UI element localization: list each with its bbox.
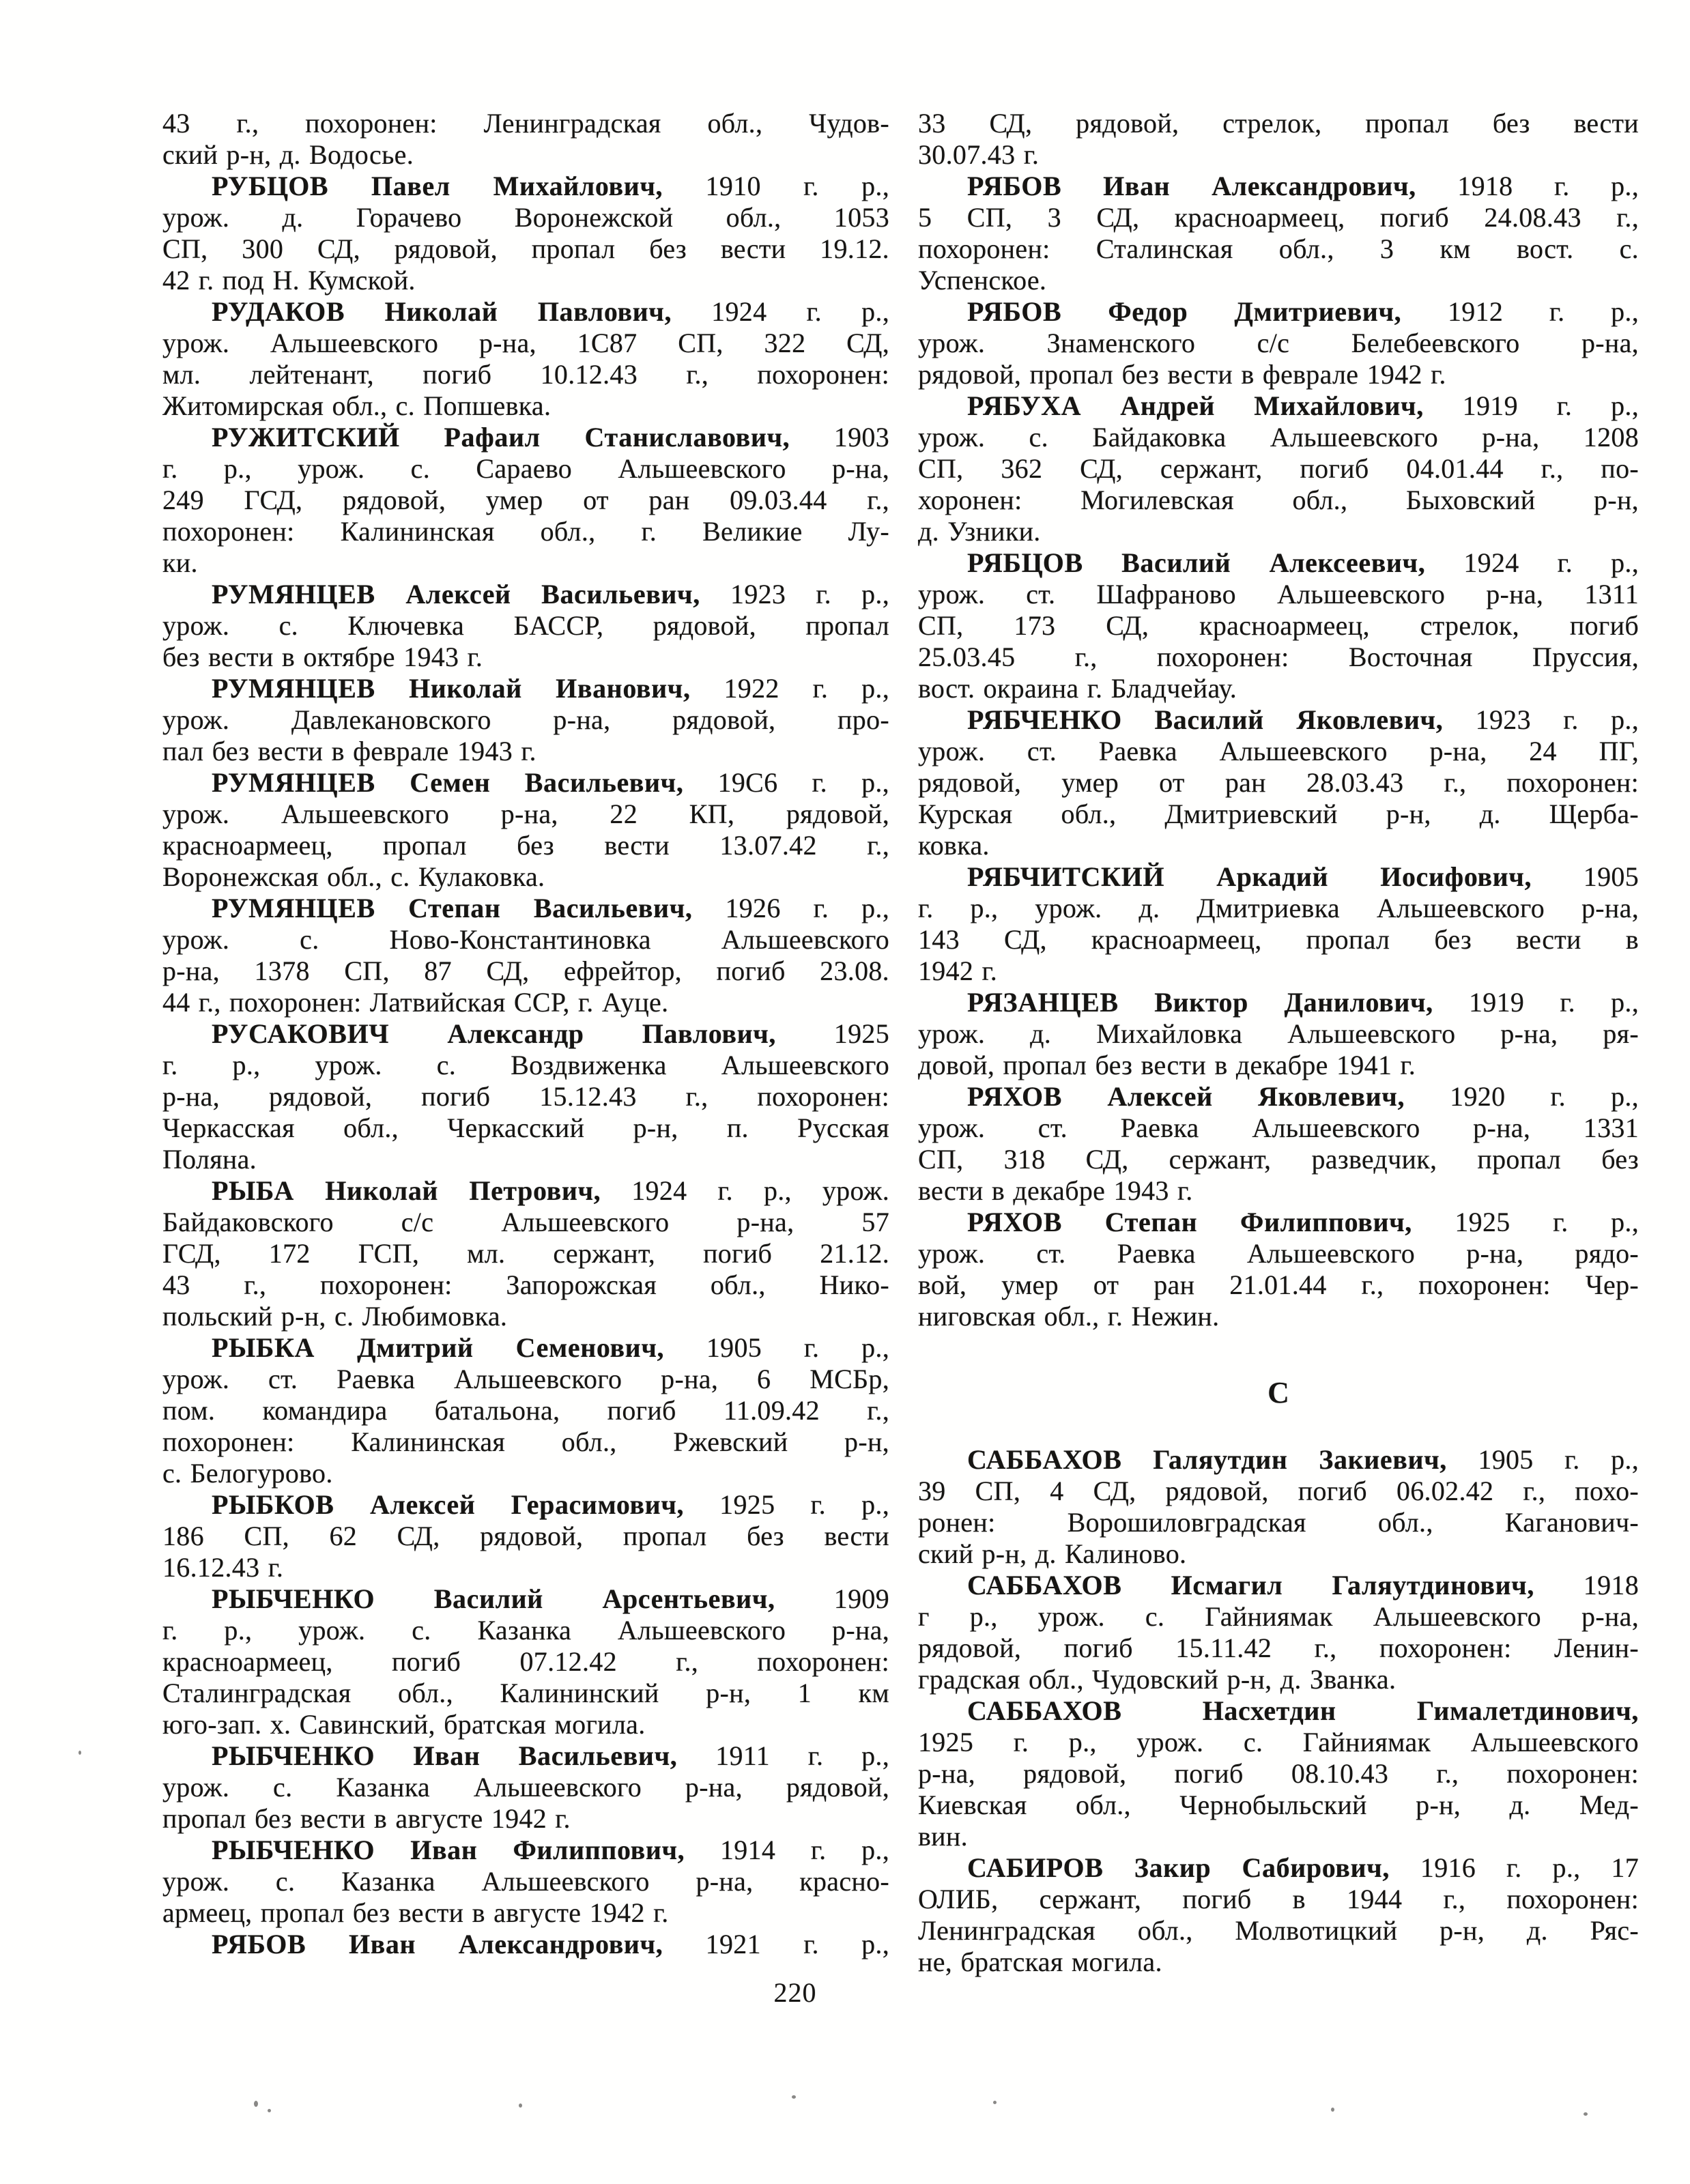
entry-continuation [162, 108, 889, 171]
text-line: 1942 г. [918, 956, 997, 986]
text-line: РЫБЧЕНКО Василий Арсентьевич, 1909 [212, 1583, 889, 1614]
text-line: красноармеец, погиб 07.12.42 г., похоронен: [162, 1646, 889, 1677]
text-line: урож. ст. Раевка Альшеевского р-на, 6 МСБр, [162, 1364, 889, 1394]
text-line: 249 ГСД, рядовой, умер от ран 09.03.44 г., [162, 485, 889, 515]
memorial-entry [918, 296, 1639, 390]
person-name: РЫБКА Дмитрий Семенович, [212, 1332, 665, 1363]
memorial-entry [918, 1207, 1639, 1332]
person-name: РЯЗАНЦЕВ Виктор Данилович, [967, 987, 1433, 1018]
text-line: РУМЯНЦЕВ Степан Васильевич, 1926 г. р., [212, 893, 889, 923]
memorial-entry [162, 579, 889, 673]
memorial-entry [162, 1835, 889, 1929]
text-line: вост. окраина г. Бладчейау. [918, 673, 1237, 704]
text-line: РЯБЦОВ Василий Алексеевич, 1924 г. р., [967, 547, 1639, 578]
text-line: 1925 г. р., урож. с. Гайниямак Альшеевского [918, 1727, 1639, 1757]
text-line: РУБЦОВ Павел Михайлович, 1910 г. р., [212, 171, 889, 201]
text-line: урож. ст. Раевка Альшеевского р-на, 1331 [918, 1112, 1639, 1143]
text-line: урож. Альшеевского р-на, 22 КП, рядовой, [162, 799, 889, 829]
text-line: урож. с. Казанка Альшеевского р-на, рядовой, [162, 1772, 889, 1802]
memorial-entry [918, 704, 1639, 861]
person-name: РУСАКОВИЧ Александр Павлович, [212, 1018, 776, 1049]
text-line: мл. лейтенант, погиб 10.12.43 г., похоронен: [162, 359, 889, 390]
text-line: СП, 318 СД, сержант, разведчик, пропал без [918, 1144, 1639, 1175]
text-line: Байдаковского с/с Альшеевского р-на, 57 [162, 1207, 889, 1237]
memorial-entry [918, 1081, 1639, 1207]
text-line: не, братская могила. [918, 1946, 1162, 1977]
text-line: РЯХОВ Степан Филиппович, 1925 г. р., [967, 1207, 1639, 1237]
entry-continuation [918, 108, 1639, 171]
person-name: РУМЯНЦЕВ Семен Васильевич, [212, 767, 684, 798]
memorial-entry [162, 1175, 889, 1332]
text-line: Сталинградская обл., Калининский р-н, 1 км [162, 1678, 889, 1708]
text-line: пал без вести в феврале 1943 г. [162, 736, 536, 766]
person-name: РЫБЧЕНКО Василий Арсентьевич, [212, 1583, 775, 1614]
memorial-entry [162, 673, 889, 767]
text-line: с. Белогурово. [162, 1458, 333, 1489]
text-line: РУСАКОВИЧ Александр Павлович, 1925 [212, 1018, 889, 1049]
text-line: РУМЯНЦЕВ Алексей Васильевич, 1923 г. р., [212, 579, 890, 609]
text-line: РЯХОВ Алексей Яковлевич, 1920 г. р., [967, 1081, 1639, 1112]
memorial-entry [162, 1740, 889, 1835]
text-line: Ленинградская обл., Молвотицкий р-н, д. Ряс- [918, 1915, 1639, 1946]
person-name: РЯБОВ Иван Александрович, [212, 1929, 663, 1959]
text-line: рядовой, погиб 15.11.42 г., похоронен: Ленин- [918, 1633, 1639, 1663]
text-line: 43 г., похоронен: Ленинградская обл., Чудов- [162, 108, 889, 139]
text-line: красноармеец, пропал без вести 13.07.42 г., [162, 830, 889, 861]
text-line: урож. ст. Шафраново Альшеевского р-на, 1311 [918, 579, 1639, 609]
text-line: РЫБКОВ Алексей Герасимович, 1925 г. р., [212, 1489, 889, 1520]
text-line: РУЖИТСКИЙ Рафаил Станиславович, 1903 [212, 422, 890, 452]
text-line: ковка. [918, 830, 990, 861]
text-line: урож. д. Михайловка Альшеевского р-на, ря- [918, 1018, 1639, 1049]
text-line: градская обл., Чудовский р-н, д. Званка. [918, 1664, 1397, 1695]
column-right [918, 108, 1639, 1978]
text-line: р-на, 1378 СП, 87 СД, ефрейтор, погиб 23.08. [162, 956, 889, 986]
text-line [918, 1695, 1639, 1727]
memorial-entry [918, 1570, 1639, 1695]
text-line: 44 г., похоронен: Латвийская ССР, г. Ауце. [162, 987, 669, 1018]
person-name: РУБЦОВ Павел Михайлович, [212, 171, 663, 201]
text-line: вой, умер от ран 21.01.44 г., похоронен: Чер- [918, 1269, 1639, 1300]
memorial-entry [162, 1583, 889, 1740]
text-line: Курская обл., Дмитриевский р-н, д. Щерба- [918, 799, 1639, 829]
text-line: рядовой, умер от ран 28.03.43 г., похоронен: [918, 767, 1639, 798]
person-name: РЯБЧИТСКИЙ Аркадий Иосифович, [967, 861, 1532, 892]
scan-speck [1584, 2112, 1588, 2116]
text-line: похоронен: Калининская обл., Ржевский р-н, [162, 1426, 889, 1457]
text-line: урож. с. Ново-Константиновка Альшеевского [162, 924, 889, 955]
text-line: 5 СП, 3 СД, красноармеец, погиб 24.08.43 г., [918, 202, 1639, 233]
memorial-entry [918, 1695, 1639, 1852]
person-name: РЫБЧЕНКО Иван Филиппович, [212, 1835, 685, 1865]
text-line: ский р-н, д. Калиново. [918, 1538, 1187, 1569]
text-line: г р., урож. с. Гайниямак Альшеевского р-на, [918, 1601, 1639, 1632]
text-line: польский р-н, с. Любимовка. [162, 1301, 508, 1332]
text-line: пропал без вести в августе 1942 г. [162, 1803, 571, 1834]
text-line: вин. [918, 1821, 968, 1852]
memorial-entry [918, 547, 1639, 704]
text-line: 143 СД, красноармеец, пропал без вести в [918, 924, 1639, 955]
text-line: САББАХОВ Исмагил Галяутдинович, 1918 [967, 1570, 1639, 1600]
text-line: 42 г. под Н. Кумской. [162, 265, 416, 296]
text-line: без вести в октябре 1943 г. [162, 642, 483, 672]
text-line: СП, 173 СД, красноармеец, стрелок, погиб [918, 610, 1639, 641]
text-line: РЯБОВ Федор Дмитриевич, 1912 г. р., [967, 296, 1639, 327]
memorial-entry [162, 1489, 889, 1583]
text-line: г. р., урож. с. Сараево Альшеевского р-на, [162, 453, 889, 484]
page-number: 220 [773, 1977, 817, 2008]
person-name: САБИРОВ Закир Сабирович, [967, 1852, 1390, 1883]
text-line: РУМЯНЦЕВ Семен Васильевич, 19С6 г. р., [212, 767, 889, 798]
memorial-entry [918, 1444, 1639, 1570]
person-name: РУЖИТСКИЙ Рафаил Станиславович, [212, 422, 790, 452]
text-line: ОЛИБ, сержант, погиб в 1944 г., похоронен: [918, 1884, 1639, 1914]
text-line: 30.07.43 г. [918, 139, 1040, 170]
text-line: урож. ст. Раевка Альшеевского р-на, рядо- [918, 1238, 1639, 1269]
text-line: урож. ст. Раевка Альшеевского р-на, 24 ПГ, [918, 736, 1639, 766]
person-name: РЯХОВ Степан Филиппович, [967, 1207, 1412, 1237]
person-name: САББАХОВ Галяутдин Закиевич, [967, 1444, 1447, 1475]
text-line: юго-зап. х. Савинский, братская могила. [162, 1709, 646, 1740]
text-line: р-на, рядовой, погиб 08.10.43 г., похоронен: [918, 1758, 1639, 1789]
person-name: РЫБКОВ Алексей Герасимович, [212, 1489, 685, 1520]
text-line: ГСД, 172 ГСП, мл. сержант, погиб 21.12. [162, 1238, 889, 1269]
text-line: Поляна. [162, 1144, 257, 1175]
memorial-entry [162, 296, 889, 422]
section-letter-header: С [1268, 1376, 1289, 1409]
person-name: РЫБА Николай Петрович, [212, 1175, 601, 1206]
text-line: похоронен: Калининская обл., г. Великие Лу- [162, 516, 889, 547]
scan-speck [519, 2103, 522, 2108]
memorial-entry [162, 1332, 889, 1489]
person-name: РЯБОВ Иван Александрович, [967, 171, 1416, 201]
memorial-entry [918, 861, 1639, 987]
text-line: хоронен: Могилевская обл., Быховский р-н, [918, 485, 1639, 515]
text-line: 33 СД, рядовой, стрелок, пропал без вести [918, 108, 1639, 139]
text-line: 25.03.45 г., похоронен: Восточная Пруссия, [918, 642, 1639, 672]
text-line: урож. Знаменского с/с Белебеевского р-на, [918, 328, 1639, 358]
person-name: РЯБЦОВ Василий Алексеевич, [967, 547, 1426, 578]
text-line: урож. Давлекановского р-на, рядовой, про- [162, 704, 889, 735]
person-name: РЯХОВ Алексей Яковлевич, [967, 1081, 1405, 1112]
memorial-entry [918, 987, 1639, 1081]
memorial-entry [162, 171, 889, 296]
scan-speck [254, 2101, 258, 2107]
text-line: САБИРОВ Закир Сабирович, 1916 г. р., 17 [967, 1852, 1639, 1883]
text-line: РЫБА Николай Петрович, 1924 г. р., урож. [212, 1175, 889, 1206]
text-line: РЯБЧЕНКО Василий Яковлевич, 1923 г. р., [967, 704, 1639, 735]
text-line: ниговская обл., г. Нежин. [918, 1301, 1220, 1332]
text-line: ки. [162, 547, 198, 578]
person-name: САББАХОВ Исмагил Галяутдинович, [967, 1570, 1534, 1600]
text-line: урож. д. Горачево Воронежской обл., 1053 [162, 202, 889, 233]
text-line: РУМЯНЦЕВ Николай Иванович, 1922 г. р., [212, 673, 890, 704]
person-name: РЯБУХА Андрей Михайлович, [967, 390, 1424, 421]
text-line: РЯБОВ Иван Александрович, 1921 г. р., [212, 1929, 890, 1959]
text-line: Житомирская обл., с. Попшевка. [162, 390, 552, 421]
scan-speck [1331, 2108, 1334, 2112]
text-line: пом. командира батальона, погиб 11.09.42 г., [162, 1395, 889, 1426]
text-line: г. р., урож. с. Казанка Альшеевского р-на, [162, 1615, 889, 1646]
text-line: армеец, пропал без вести в августе 1942 г. [162, 1897, 669, 1928]
text-line: РЯБУХА Андрей Михайлович, 1919 г. р., [967, 390, 1639, 421]
scan-speck [268, 2109, 271, 2112]
person-name: РЫБЧЕНКО Иван Васильевич, [212, 1740, 678, 1771]
text-line: вести в декабре 1943 г. [918, 1175, 1193, 1206]
scan-speck [993, 2101, 997, 2104]
text-line: д. Узники. [918, 516, 1041, 547]
text-line: Успенское. [918, 265, 1047, 296]
person-name: РЯБЧЕНКО Василий Яковлевич, [967, 704, 1444, 735]
text-line: ронен: Ворошиловградская обл., Каганович- [918, 1507, 1639, 1538]
text-line: РЯБОВ Иван Александрович, 1918 г. р., [967, 171, 1639, 201]
text-line: урож. с. Казанка Альшеевского р-на, красно- [162, 1866, 889, 1897]
memorial-entry [162, 767, 889, 893]
person-name: РУМЯНЦЕВ Николай Иванович, [212, 673, 691, 704]
text-line: довой, пропал без вести в декабре 1941 г. [918, 1050, 1416, 1080]
text-line: САББАХОВ Галяутдин Закиевич, 1905 г. р., [967, 1444, 1639, 1475]
text-line: 186 СП, 62 СД, рядовой, пропал без вести [162, 1521, 889, 1551]
text-line: г. р., урож. д. Дмитриевка Альшеевского р-на, [918, 893, 1639, 923]
text-line: РЯБЧИТСКИЙ Аркадий Иосифович, 1905 [967, 861, 1639, 892]
text-line: г. р., урож. с. Воздвиженка Альшеевского [162, 1050, 889, 1080]
scan-speck [78, 1751, 81, 1755]
text-line: 43 г., похоронен: Запорожская обл., Нико- [162, 1269, 889, 1300]
memorial-entry [162, 1018, 889, 1175]
text-line: СП, 362 СД, сержант, погиб 04.01.44 г., по- [918, 453, 1639, 484]
memorial-entry [162, 893, 889, 1018]
scan-speck [792, 2095, 796, 2099]
text-line: Черкасская обл., Черкасский р-н, п. Русская [162, 1112, 889, 1143]
text-line: ский р-н, д. Водосье. [162, 139, 414, 170]
memorial-entry [918, 390, 1639, 547]
column-left [162, 108, 889, 1960]
text-line: р-на, рядовой, погиб 15.12.43 г., похоронен: [162, 1081, 889, 1112]
text-line: 39 СП, 4 СД, рядовой, погиб 06.02.42 г., похо- [918, 1476, 1639, 1506]
person-name: РУМЯНЦЕВ Алексей Васильевич, [212, 579, 700, 609]
text-line: РЫБЧЕНКО Иван Филиппович, 1914 г. р., [212, 1835, 889, 1865]
text-line: урож. с. Байдаковка Альшеевского р-на, 1208 [918, 422, 1639, 452]
text-line: 16.12.43 г. [162, 1552, 284, 1583]
text-line: рядовой, пропал без вести в феврале 1942 г. [918, 359, 1446, 390]
text-line: РУДАКОВ Николай Павлович, 1924 г. р., [212, 296, 889, 327]
text-line: РЫБКА Дмитрий Семенович, 1905 г. р., [212, 1332, 889, 1363]
memorial-entry [918, 171, 1639, 296]
text-line: Воронежская обл., с. Кулаковка. [162, 861, 545, 892]
text-line: СП, 300 СД, рядовой, пропал без вести 19.12. [162, 233, 889, 264]
text-line: урож. с. Ключевка БАССР, рядовой, пропал [162, 610, 889, 641]
memorial-entry [918, 1852, 1639, 1978]
text-line: РЯЗАНЦЕВ Виктор Данилович, 1919 г. р., [967, 987, 1639, 1018]
memorial-entry [162, 422, 889, 579]
memorial-entry [162, 1929, 889, 1960]
person-name: РУДАКОВ Николай Павлович, [212, 296, 672, 327]
person-name: РЯБОВ Федор Дмитриевич, [967, 296, 1402, 327]
person-name: РУМЯНЦЕВ Степан Васильевич, [212, 893, 693, 923]
text-line: РЫБЧЕНКО Иван Васильевич, 1911 г. р., [212, 1740, 890, 1771]
text-line: похоронен: Сталинская обл., 3 км вост. с. [918, 233, 1639, 264]
text-line: Киевская обл., Чернобыльский р-н, д. Мед- [918, 1790, 1639, 1820]
text-line: урож. Альшеевского р-на, 1С87 СП, 322 СД, [162, 328, 889, 358]
person-name: САББАХОВ Насхетдин Гималетдинович, [967, 1695, 1639, 1726]
